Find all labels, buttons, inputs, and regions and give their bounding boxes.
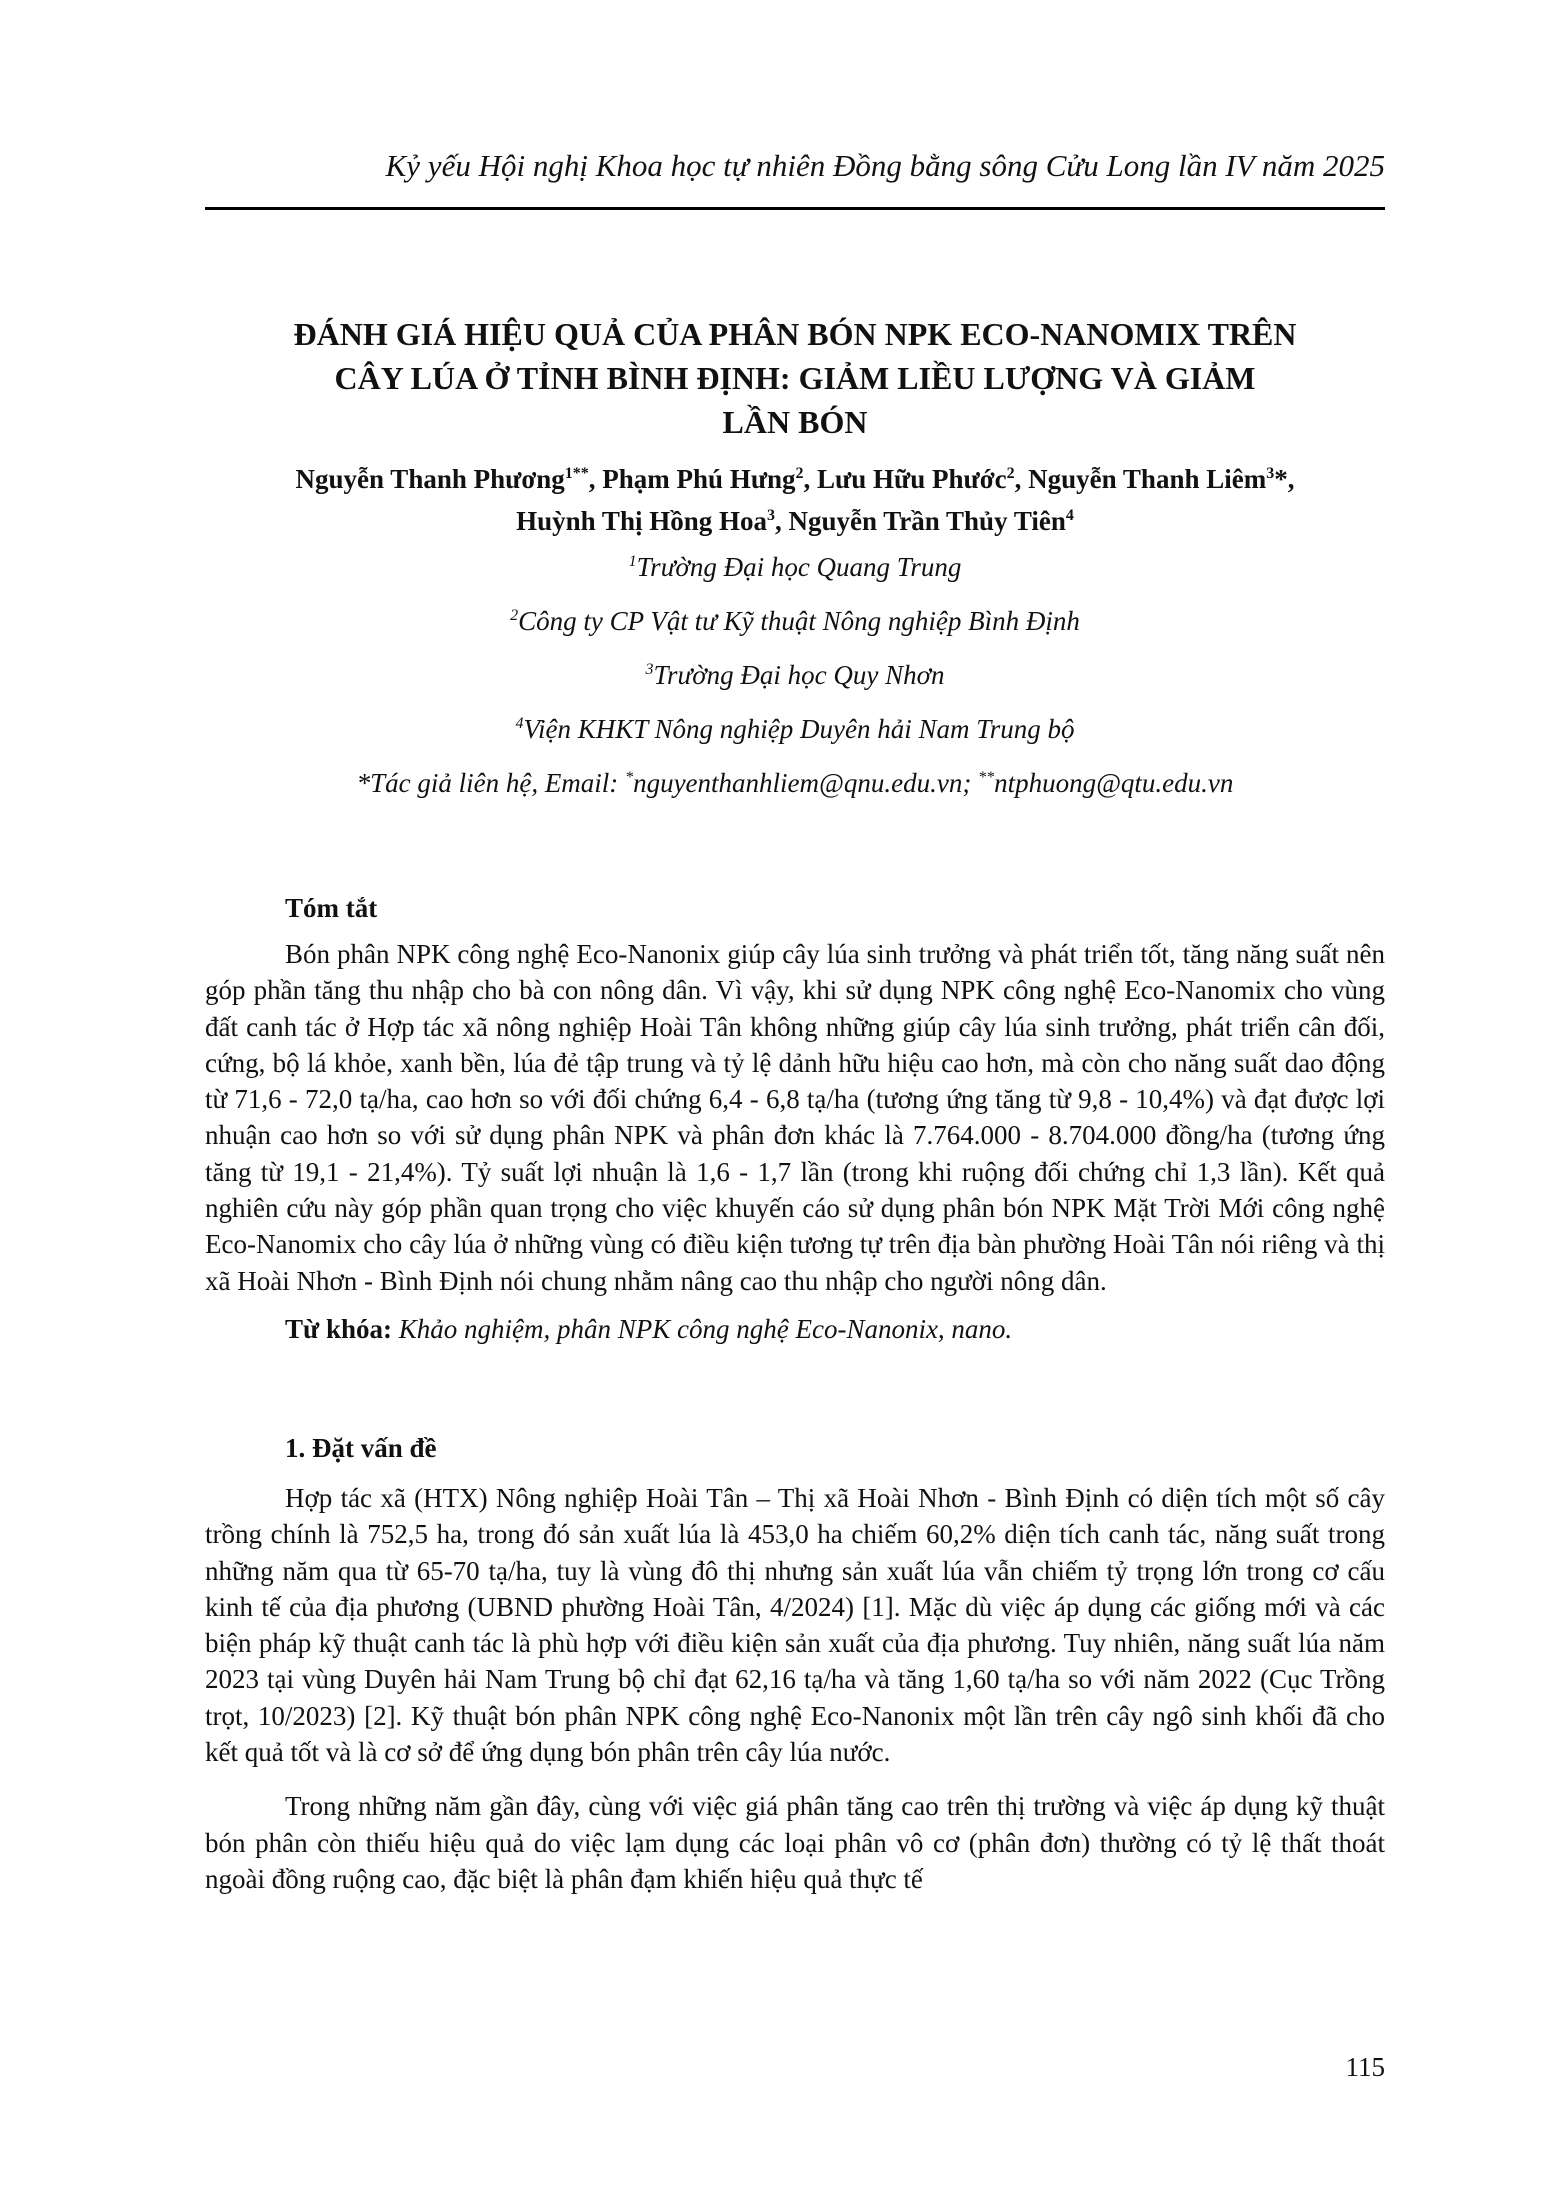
- author-name: Nguyễn Trần Thủy Tiên: [788, 506, 1066, 536]
- paragraph: Trong những năm gần đây, cùng với việc giá phân tăng cao trên thị trường và việc áp dụng kỹ thuật bón phân còn thiếu hiệu quả do việc lạm dụng các loại phân vô cơ (phân đơn) thường có tỷ lệ thất thoát ngoài đồng ruộng cao, đặc biệt là phân đạm khiến hiệu quả thực tế: [205, 1791, 1385, 1894]
- title-line-3: LẦN BÓN: [722, 404, 868, 440]
- affiliations: [205, 540, 1385, 810]
- abstract-heading: Tóm tắt: [285, 893, 378, 923]
- author-sup: 2: [795, 465, 804, 482]
- author-name: Nguyễn Thanh Liêm: [1028, 464, 1267, 494]
- header-rule: [205, 207, 1385, 210]
- email-link-2[interactable]: ntphuong@qtu.edu.vn: [994, 768, 1234, 798]
- keywords: [205, 1311, 1385, 1347]
- running-head: Kỷ yếu Hội nghị Khoa học tự nhiên Đồng bằng sông Cửu Long lần IV năm 2025: [385, 148, 1385, 183]
- author-list: [205, 458, 1385, 542]
- author-name: Phạm Phú Hưng: [602, 464, 796, 494]
- title-line-1: ĐÁNH GIÁ HIỆU QUẢ CỦA PHÂN BÓN NPK ECO-NANOMIX TRÊN: [293, 316, 1297, 352]
- introduction-section: [205, 1430, 1385, 1897]
- author-line-2: Huỳnh Thị Hồng Hoa$^3$, Nguyễn Trần Thủy Tiên$^4$: [516, 506, 1074, 536]
- title-line-2: CÂY LÚA Ở TỈNH BÌNH ĐỊNH: GIẢM LIỀU LƯỢNG VÀ GIẢM: [334, 360, 1256, 396]
- section-heading: 1. Đặt vấn đề: [285, 1433, 437, 1463]
- paragraph: Hợp tác xã (HTX) Nông nghiệp Hoài Tân – Thị xã Hoài Nhơn - Bình Định có diện tích một số cây trồng chính là 752,5 ha, trong đó sản xuất lúa là 453,0 ha chiếm 60,2% diện tích canh tác, năng suất trong những năm qua từ 65-70 tạ/ha, tuy là vùng đô thị nhưng sản xuất lúa vẫn chiếm tỷ trọng lớn trong cơ cấu kinh tế của địa phương (UBND phường Hoài Tân, 4/2024) [1]. Mặc dù việc áp dụng các giống mới và các biện pháp kỹ thuật canh tác là phù hợp với điều kiện sản xuất của địa phương. Tuy nhiên, năng suất lúa năm 2023 tại vùng Duyên hải Nam Trung bộ chỉ đạt 62,16 tạ/ha và tăng 1,60 tạ/ha so với năm 2022 (Cục Trồng trọt, 10/2023) [2]. Kỹ thuật bón phân NPK công nghệ Eco-Nanonix một lần trên cây ngô sinh khối đã cho kết quả tốt và là cơ sở để ứng dụng bón phân trên cây lúa nước.: [205, 1483, 1385, 1768]
- keywords-text: Khảo nghiệm, phân NPK công nghệ Eco-Nanonix, nano.: [398, 1313, 1013, 1344]
- corresponding-mark: *,: [1274, 464, 1295, 494]
- author-name: Huỳnh Thị Hồng Hoa: [516, 506, 767, 536]
- author-sup: 1**: [564, 465, 589, 482]
- paper-title: [205, 312, 1385, 444]
- author-sup: 2: [1006, 465, 1015, 482]
- author-name: Lưu Hữu Phước: [817, 464, 1007, 494]
- contact-line: *Tác giả liên hệ, Email: *nguyenthanhliem@qnu.edu.vn; **ntphuong@qtu.edu.vn: [356, 768, 1234, 798]
- keywords-label: Từ khóa:: [285, 1313, 392, 1344]
- email-link-1[interactable]: nguyenthanhliem@qnu.edu.vn: [633, 768, 963, 798]
- affiliation-2: $^2$Công ty CP Vật tư Kỹ thuật Nông nghiệp Bình Định: [510, 606, 1080, 636]
- affiliation-4: $^4$Viện KHKT Nông nghiệp Duyên hải Nam Trung bộ: [515, 714, 1075, 744]
- author-name: Nguyễn Thanh Phương: [295, 464, 565, 494]
- author-sup: 4: [1065, 507, 1074, 524]
- affiliation-1: $^1$Trường Đại học Quang Trung: [628, 552, 962, 582]
- abstract-section: [205, 890, 1385, 1347]
- author-sup: 3: [766, 507, 775, 524]
- abstract-text: Bón phân NPK công nghệ Eco-Nanonix giúp cây lúa sinh trưởng và phát triển tốt, tăng năng suất nên góp phần tăng thu nhập cho bà con nông dân. Vì vậy, khi sử dụng NPK công nghệ Eco-Nanomix cho vùng đất canh tác ở Hợp tác xã nông nghiệp Hoài Tân không những giúp cây lúa sinh trưởng, phát triển cân đối, cứng, bộ lá khỏe, xanh bền, lúa đẻ tập trung và tỷ lệ dảnh hữu hiệu cao hơn, mà còn cho năng suất dao động từ 71,6 - 72,0 tạ/ha, cao hơn so với đối chứng 6,4 - 6,8 tạ/ha (tương ứng tăng từ 9,8 - 10,4%) và đạt được lợi nhuận cao hơn so với sử dụng phân NPK và phân đơn khác là 7.764.000 - 8.704.000 đồng/ha (tương ứng tăng từ 19,1 - 21,4%). Tỷ suất lợi nhuận là 1,6 - 1,7 lần (trong khi ruộng đối chứng chỉ 1,3 lần). Kết quả nghiên cứu này góp phần quan trọng cho việc khuyến cáo sử dụng phân bón NPK Mặt Trời Mới công nghệ Eco-Nanomix cho cây lúa ở những vùng có điều kiện tương tự trên địa bàn phường Hoài Tân nói riêng và thị xã Hoài Nhơn - Bình Định nói chung nhằm nâng cao thu nhập cho người nông dân.: [205, 939, 1385, 1296]
- author-line-1: Nguyễn Thanh Phương$^{1**}$, Phạm Phú Hưng$^2$, Lưu Hữu Phước$^2$, Nguyễn Thanh Liêm$^3$*,: [295, 464, 1295, 494]
- page-number: 115: [1345, 2052, 1385, 2082]
- author-sup: 3: [1266, 465, 1275, 482]
- affiliation-3: $^3$Trường Đại học Quy Nhơn: [645, 660, 945, 690]
- contact-prefix: *Tác giả liên hệ, Email:: [356, 768, 626, 798]
